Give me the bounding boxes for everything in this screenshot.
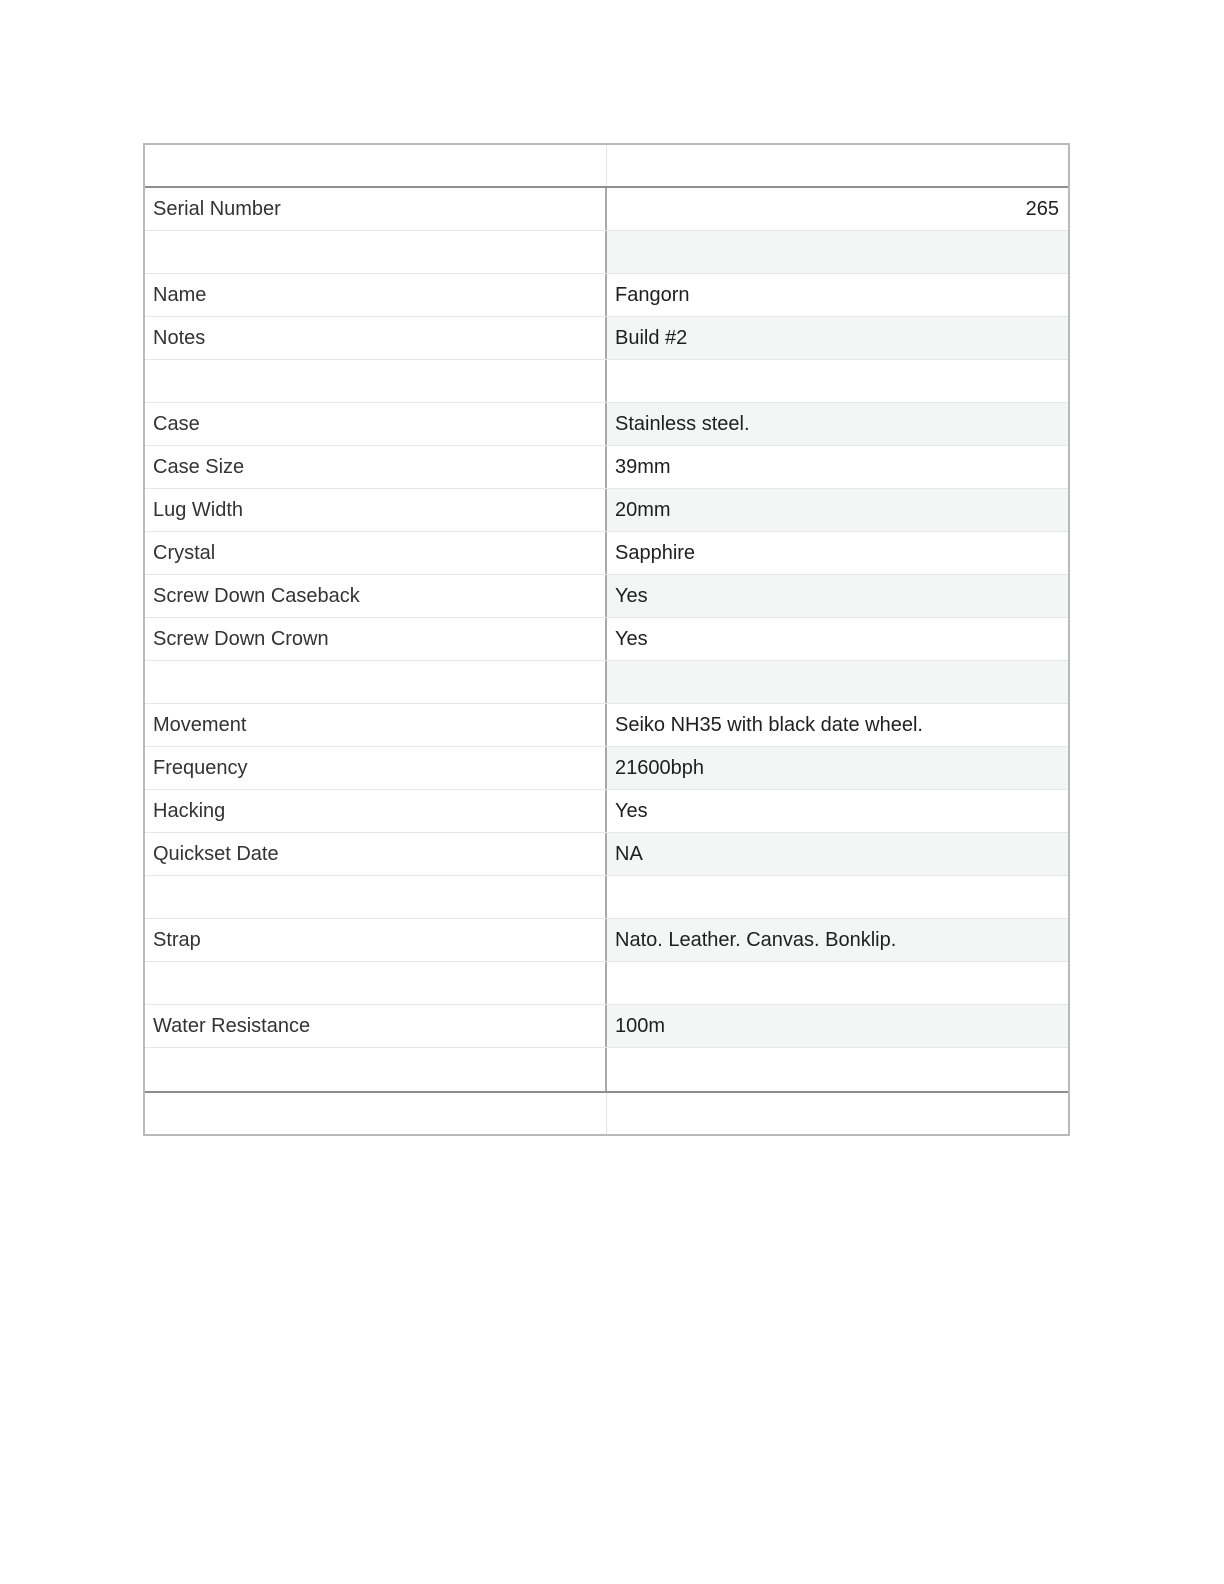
table-row-frequency — [145, 747, 1068, 790]
table-row-screw-down-caseback — [145, 575, 1068, 618]
table-row-empty — [145, 962, 1068, 1005]
water-resistance-value[interactable]: 100m — [607, 1005, 1068, 1047]
table-row-empty — [145, 360, 1068, 403]
name-label[interactable]: Name — [145, 274, 607, 316]
case-label[interactable]: Case — [145, 403, 607, 445]
hacking-value[interactable]: Yes — [615, 799, 648, 822]
table-row-empty — [145, 661, 1068, 704]
movement-label[interactable]: Movement — [145, 704, 607, 746]
footer-cell-value[interactable] — [607, 1093, 1068, 1134]
empty-value-cell[interactable] — [607, 962, 1068, 1004]
notes-value[interactable]: Build #2 — [607, 317, 1068, 359]
screw-down-caseback-value[interactable]: Yes — [607, 575, 1068, 617]
water-resistance-label[interactable]: Water Resistance — [145, 1005, 607, 1047]
table-row-lug-width — [145, 489, 1068, 532]
frequency-value[interactable]: 21600bph — [607, 747, 1068, 789]
crystal-value[interactable]: Sapphire — [615, 541, 696, 564]
table-row-case — [145, 403, 1068, 446]
serial-number-value[interactable]: 265 — [1025, 197, 1059, 220]
empty-value-cell[interactable] — [607, 661, 1068, 703]
screw-down-crown-value[interactable]: Yes — [615, 627, 648, 650]
table-row-serial-number — [145, 188, 1068, 231]
table-row-quickset-date — [145, 833, 1068, 876]
header-cell-value[interactable] — [607, 145, 1068, 186]
table-row-movement — [145, 704, 1068, 747]
crystal-label[interactable]: Crystal — [145, 532, 607, 574]
table-footer-row — [145, 1091, 1068, 1134]
screw-down-caseback-label[interactable]: Screw Down Caseback — [145, 575, 607, 617]
strap-value[interactable]: Nato. Leather. Canvas. Bonklip. — [607, 919, 1068, 961]
table-row-screw-down-crown — [145, 618, 1068, 661]
empty-label-cell[interactable] — [145, 661, 607, 703]
case-size-value[interactable]: 39mm — [615, 455, 671, 478]
name-value[interactable]: Fangorn — [615, 283, 690, 306]
case-size-label[interactable]: Case Size — [145, 446, 607, 488]
serial-number-label[interactable]: Serial Number — [145, 188, 607, 230]
empty-value-cell[interactable] — [607, 1048, 1068, 1091]
notes-label[interactable]: Notes — [145, 317, 607, 359]
quickset-date-label[interactable]: Quickset Date — [145, 833, 607, 875]
table-row-empty — [145, 231, 1068, 274]
table-row-name — [145, 274, 1068, 317]
table-row-strap — [145, 919, 1068, 962]
empty-label-cell[interactable] — [145, 876, 607, 918]
footer-cell-label[interactable] — [145, 1093, 607, 1134]
watch-spec-table — [143, 143, 1070, 1136]
screw-down-crown-label[interactable]: Screw Down Crown — [145, 618, 607, 660]
frequency-label[interactable]: Frequency — [145, 747, 607, 789]
quickset-date-value[interactable]: NA — [607, 833, 1068, 875]
empty-value-cell[interactable] — [607, 360, 1068, 402]
empty-value-cell[interactable] — [607, 876, 1068, 918]
empty-label-cell[interactable] — [145, 231, 607, 273]
strap-label[interactable]: Strap — [145, 919, 607, 961]
hacking-label[interactable]: Hacking — [145, 790, 607, 832]
table-row-water-resistance — [145, 1005, 1068, 1048]
empty-label-cell[interactable] — [145, 1048, 607, 1091]
movement-value[interactable]: Seiko NH35 with black date wheel. — [615, 713, 923, 736]
table-header-row — [145, 145, 1068, 188]
lug-width-label[interactable]: Lug Width — [145, 489, 607, 531]
table-row-case-size — [145, 446, 1068, 489]
empty-value-cell[interactable] — [607, 231, 1068, 273]
table-row-hacking — [145, 790, 1068, 833]
lug-width-value[interactable]: 20mm — [607, 489, 1068, 531]
table-row-notes — [145, 317, 1068, 360]
header-cell-label[interactable] — [145, 145, 607, 186]
table-row-empty — [145, 1048, 1068, 1091]
case-value[interactable]: Stainless steel. — [607, 403, 1068, 445]
empty-label-cell[interactable] — [145, 962, 607, 1004]
table-row-empty — [145, 876, 1068, 919]
empty-label-cell[interactable] — [145, 360, 607, 402]
table-row-crystal — [145, 532, 1068, 575]
